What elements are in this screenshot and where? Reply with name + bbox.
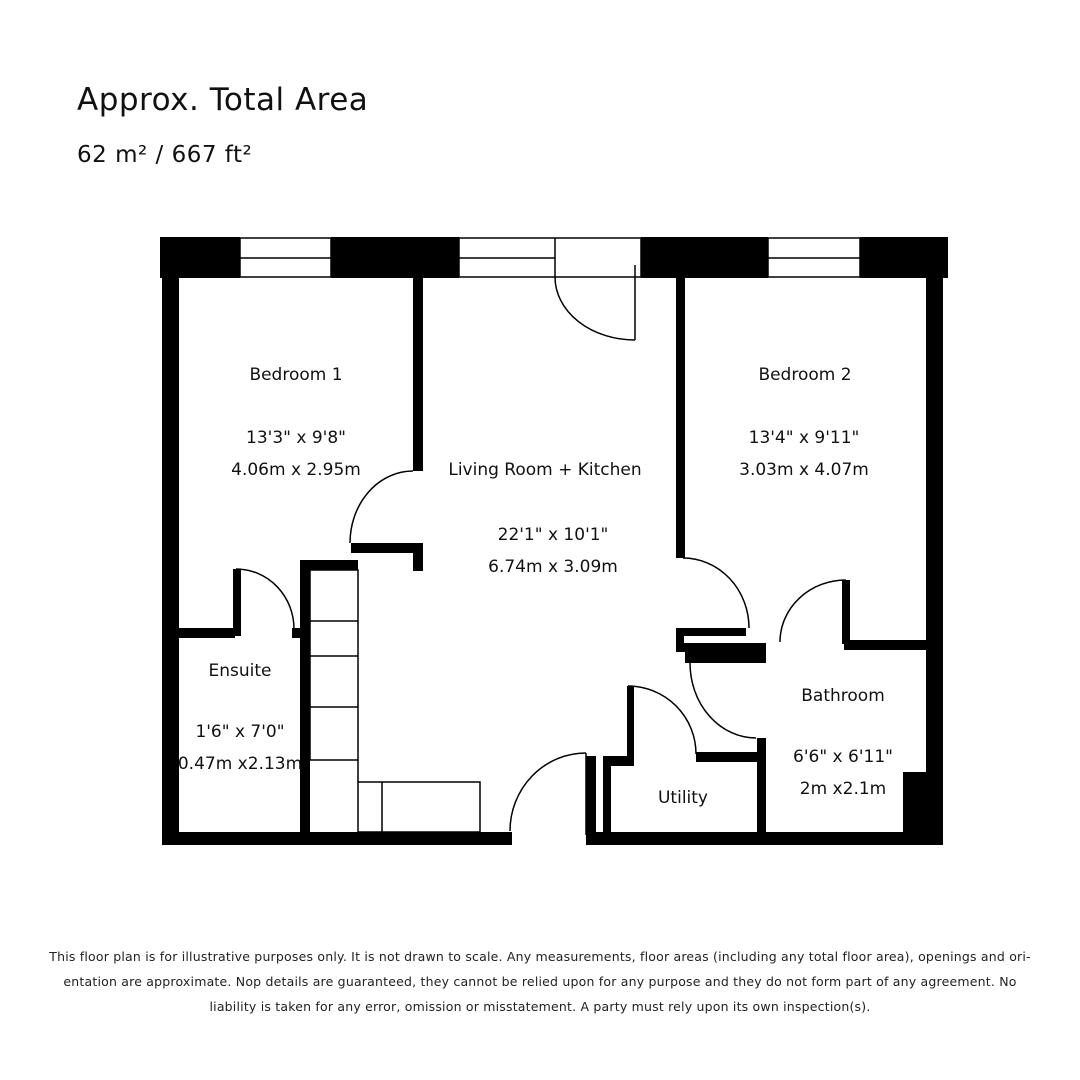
room-bedroom-1 bbox=[231, 365, 361, 480]
room-living-kitchen bbox=[448, 460, 641, 577]
ensuite-metric: 0.47m x2.13m bbox=[177, 754, 303, 774]
bedroom-1-imperial: 13'3" x 9'8" bbox=[246, 428, 346, 448]
disclaimer-line-3: liability is taken for any error, omission or misstatement. A party must rely upon its own inspection(s). bbox=[209, 999, 871, 1014]
bedroom-2-metric: 3.03m x 4.07m bbox=[739, 460, 869, 480]
disclaimer-line-2: entation are approximate. Nop details are guaranteed, they cannot be relied upon for any purpose and they do not form part of any agreement. No bbox=[63, 974, 1017, 989]
total-area: 62 m² / 667 ft² bbox=[77, 142, 253, 168]
doors bbox=[236, 265, 846, 835]
disclaimer-line-1: This floor plan is for illustrative purposes only. It is not drawn to scale. Any measurements, floor areas (including any total floor area), openings and ori- bbox=[49, 949, 1031, 964]
bedroom-1-metric: 4.06m x 2.95m bbox=[231, 460, 361, 480]
living-imperial: 22'1" x 10'1" bbox=[497, 525, 609, 545]
bathroom-imperial: 6'6" x 6'11" bbox=[793, 747, 893, 767]
bedroom-1-name: Bedroom 1 bbox=[249, 365, 343, 385]
bathroom-name: Bathroom bbox=[801, 686, 885, 706]
room-utility bbox=[658, 788, 708, 808]
disclaimer bbox=[30, 944, 1050, 1019]
room-ensuite bbox=[178, 661, 302, 774]
bathroom-metric: 2m x2.1m bbox=[799, 779, 887, 799]
bedroom-2-imperial: 13'4" x 9'11" bbox=[748, 428, 860, 448]
room-bathroom bbox=[793, 686, 893, 799]
ensuite-name: Ensuite bbox=[208, 661, 272, 681]
utility-name: Utility bbox=[657, 788, 709, 808]
living-name: Living Room + Kitchen bbox=[448, 460, 642, 480]
living-metric: 6.74m x 3.09m bbox=[488, 557, 618, 577]
bedroom-2-name: Bedroom 2 bbox=[758, 365, 852, 385]
page-title: Approx. Total Area bbox=[77, 82, 369, 118]
kitchen-units bbox=[310, 570, 480, 832]
room-bedroom-2 bbox=[739, 365, 869, 480]
ensuite-imperial: 1'6" x 7'0" bbox=[195, 722, 285, 742]
